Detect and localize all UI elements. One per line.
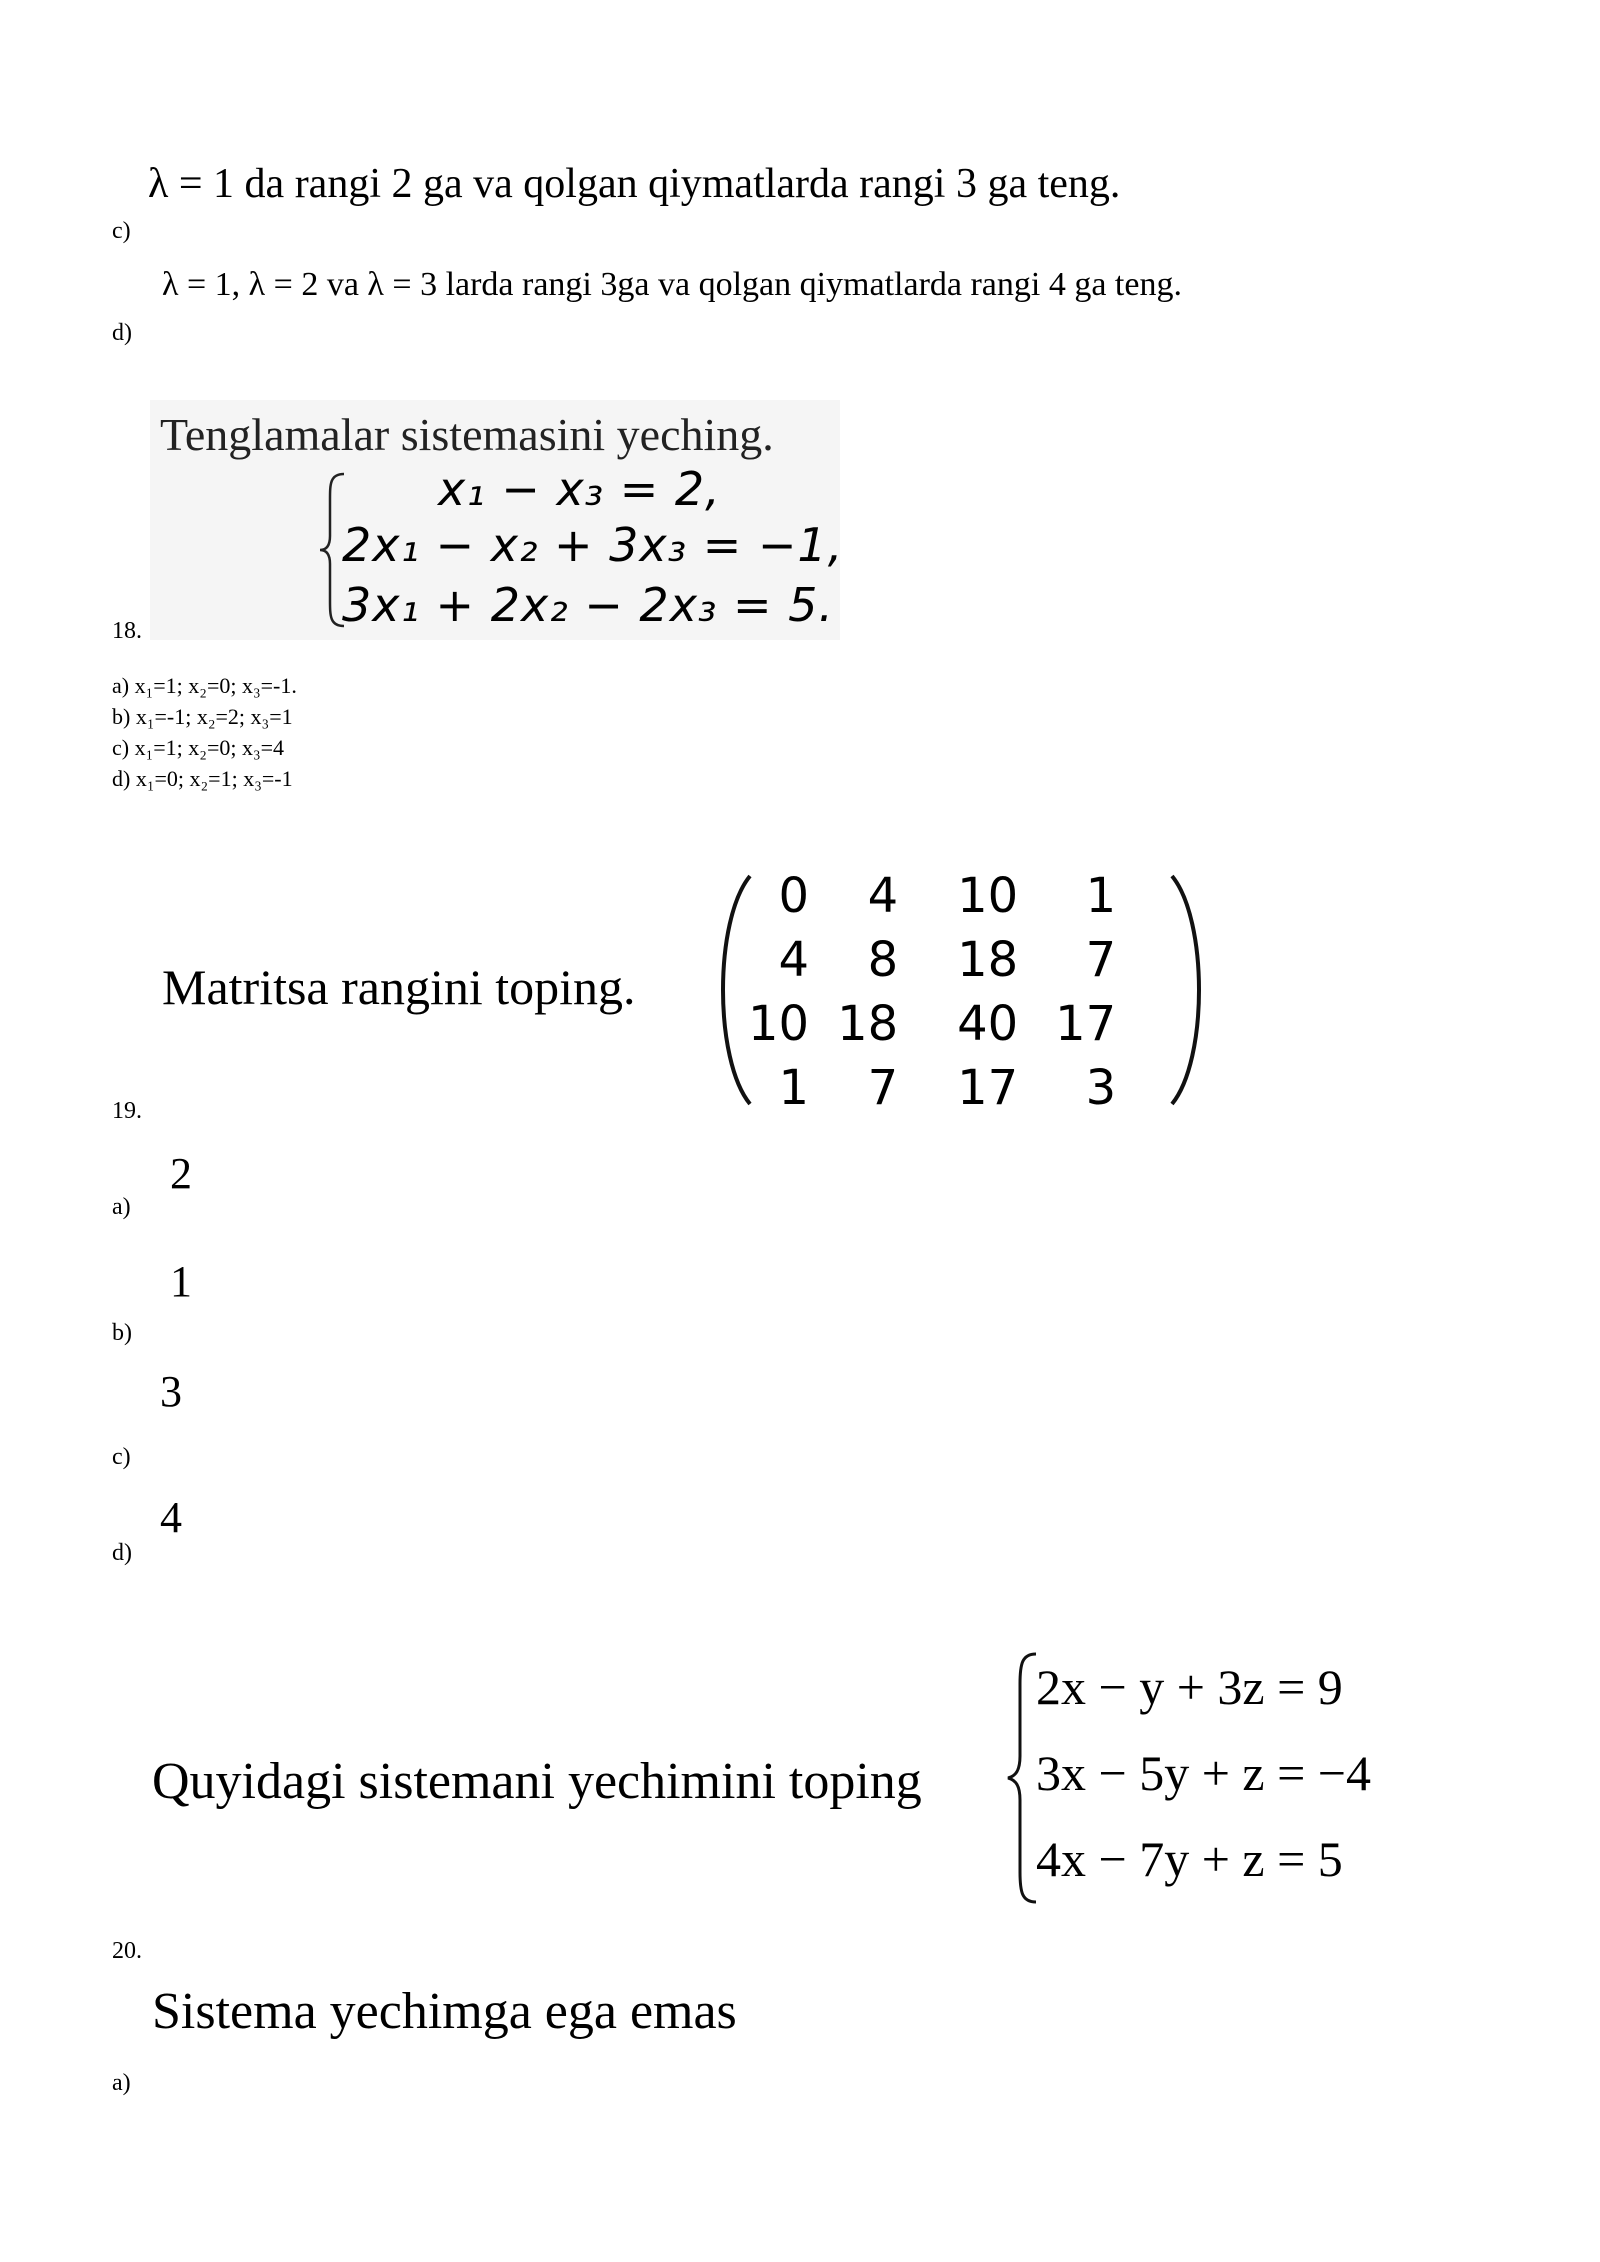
q20-option-a-text: Sistema yechimga ega emas	[152, 1983, 737, 2040]
matrix-row	[720, 928, 1116, 992]
matrix-cell: 1	[1085, 868, 1117, 924]
q18-option-a: a) x₁=1; x₂=0; x₃=-1.	[112, 673, 297, 698]
q20-system	[1036, 1644, 1371, 1902]
q19-option-a-value: 2	[170, 1149, 192, 1198]
option-d-text: λ = 1, λ = 2 va λ = 3 larda rangi 3ga va qolgan qiymatlarda rangi 4 ga teng.	[162, 266, 1182, 303]
matrix-cell: 8	[867, 932, 899, 988]
q19-right-paren	[1166, 870, 1216, 1110]
q20-equation-3: 4x − 7y + z = 5	[1036, 1831, 1343, 1887]
q20-left-brace	[1004, 1648, 1040, 1908]
q20-title: Quyidagi sistemani yechimini toping	[152, 1753, 922, 1810]
q18-equation-1: x₁ − x₃ = 2,	[438, 462, 721, 516]
q19-option-a-label: a)	[112, 1194, 131, 1220]
matrix-cell: 40	[957, 996, 1019, 1052]
option-c-label: c)	[112, 218, 131, 244]
q19-option-c-value: 3	[160, 1367, 182, 1416]
q20-option-a-label: a)	[112, 2070, 131, 2096]
matrix-cell: 18	[957, 932, 1019, 988]
q20-equation-2: 3x − 5y + z = −4	[1036, 1745, 1371, 1801]
q18-options	[112, 670, 297, 794]
q19-option-d-value: 4	[160, 1493, 182, 1542]
matrix-row	[720, 992, 1116, 1056]
q20-number: 20.	[112, 1938, 142, 1964]
q18-title: Tenglamalar sistemasini yeching.	[160, 409, 774, 460]
matrix-cell: 1	[778, 1060, 810, 1116]
q19-matrix	[720, 864, 1116, 1120]
q18-equation-3: 3x₁ + 2x₂ − 2x₃ = 5.	[342, 578, 835, 632]
matrix-cell: 17	[1055, 996, 1117, 1052]
q18-option-c: c) x₁=1; x₂=0; x₃=4	[112, 735, 285, 760]
q19-title: Matritsa rangini toping.	[162, 959, 636, 1015]
matrix-cell: 10	[957, 868, 1019, 924]
option-d-label: d)	[112, 320, 132, 346]
matrix-cell: 17	[957, 1060, 1019, 1116]
q19-option-b-value: 1	[170, 1257, 192, 1306]
q19-option-b-label: b)	[112, 1320, 132, 1346]
matrix-cell: 18	[837, 996, 899, 1052]
q19-number: 19.	[112, 1098, 142, 1124]
matrix-cell: 4	[867, 868, 899, 924]
q18-option-d: d) x₁=0; x₂=1; x₃=-1	[112, 766, 293, 791]
matrix-cell: 10	[748, 996, 810, 1052]
q18-equation-2: 2x₁ − x₂ + 3x₃ = −1,	[342, 518, 844, 572]
matrix-row	[720, 864, 1116, 928]
matrix-cell: 7	[1085, 932, 1117, 988]
matrix-cell: 0	[778, 868, 810, 924]
matrix-row	[720, 1056, 1116, 1120]
q19-option-d-label: d)	[112, 1540, 132, 1566]
q18-number: 18.	[112, 618, 142, 644]
q20-equation-1: 2x − y + 3z = 9	[1036, 1659, 1343, 1715]
matrix-cell: 4	[778, 932, 810, 988]
q19-option-c-label: c)	[112, 1444, 131, 1470]
matrix-cell: 7	[867, 1060, 899, 1116]
q18-option-b: b) x₁=-1; x₂=2; x₃=1	[112, 704, 293, 729]
option-c-text: λ = 1 da rangi 2 ga va qolgan qiymatlarda rangi 3 ga teng.	[148, 161, 1121, 207]
matrix-cell: 3	[1085, 1060, 1117, 1116]
